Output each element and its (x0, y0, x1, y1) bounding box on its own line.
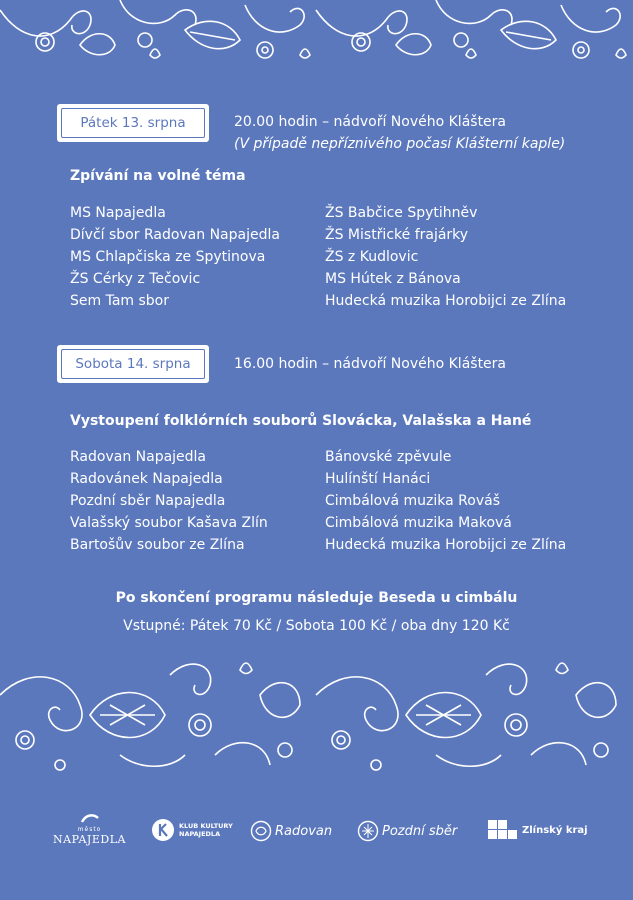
napajedla-logo (52, 812, 127, 846)
radovan-emblem-icon (250, 820, 272, 842)
saturday-right-list (325, 446, 566, 556)
klub-kultury-logo (151, 818, 233, 842)
friday-date-label: Pátek 13. srpna (80, 115, 186, 131)
saturday-date-badge (57, 345, 209, 383)
list-item: Cimbálová muzika Maková (325, 515, 512, 531)
top-floral-ornament (0, 0, 633, 70)
list-item: MS Napajedla (70, 205, 166, 221)
radovan-logo (250, 820, 332, 842)
list-item: ŽS Mistřické frajárky (325, 227, 469, 243)
saturday-date-label: Sobota 14. srpna (75, 356, 191, 372)
klub-line-1: KLUB KULTURY (179, 822, 233, 830)
list-item: Sem Tam sbor (70, 293, 169, 309)
friday-weather-note: (V případě nepříznivého počasí Klášterní kaple) (234, 136, 566, 152)
sponsor-logos (0, 812, 633, 862)
friday-time-place: 20.00 hodin – nádvoří Nového Kláštera (234, 114, 507, 130)
list-item: Radovánek Napajedla (70, 471, 223, 487)
klub-kultury-k-icon (151, 818, 175, 842)
saturday-heading: Vystoupení folklórních souborů Slovácka, Valašska a Hané (70, 413, 532, 429)
ticket-prices: Vstupné: Pátek 70 Kč / Sobota 100 Kč / oba dny 120 Kč (123, 618, 510, 634)
list-item: Dívčí sbor Radovan Napajedla (70, 227, 280, 243)
saturday-left-list (70, 446, 268, 556)
list-item: ŽS Babčice Spytihněv (325, 205, 478, 221)
zlinsky-kraj-squares-icon (488, 820, 518, 840)
klub-line-2: NAPAJEDLA (179, 830, 221, 838)
pozdni-sber-text: Pozdní sběr (382, 823, 458, 839)
list-item: Pozdní sběr Napajedla (70, 493, 226, 509)
zlinsky-kraj-logo (488, 820, 588, 840)
friday-heading: Zpívání na volné téma (70, 168, 246, 184)
list-item: MS Chlapčiska ze Spytinova (70, 249, 266, 265)
list-item: Bartošův soubor ze Zlína (70, 537, 245, 553)
friday-date-badge (57, 104, 209, 142)
napajedla-emblem-icon (80, 812, 100, 826)
list-item: Cimbálová muzika Rováš (325, 493, 500, 509)
bottom-floral-ornament (0, 655, 633, 775)
napajedla-small-text: město (77, 826, 102, 833)
napajedla-text: NAPAJEDLA (53, 833, 126, 846)
list-item: Radovan Napajedla (70, 449, 207, 465)
pozdni-sber-logo (357, 820, 457, 842)
list-item: ŽS Cérky z Tečovic (70, 271, 201, 287)
list-item: Bánovské zpěvule (325, 449, 452, 465)
friday-right-list (325, 202, 566, 312)
beseda-announcement: Po skončení programu následuje Beseda u cimbálu (115, 590, 518, 606)
list-item: Hulínští Hanáci (325, 471, 431, 487)
saturday-time-place: 16.00 hodin – nádvoří Nového Kláštera (234, 356, 507, 372)
friday-left-list (70, 202, 280, 312)
list-item: MS Hútek z Bánova (325, 271, 461, 287)
radovan-text: Radovan (275, 823, 333, 839)
list-item: Hudecká muzika Horobijci ze Zlína (325, 293, 567, 309)
pozdni-sber-emblem-icon (357, 820, 379, 842)
list-item: ŽS z Kudlovic (325, 249, 419, 265)
list-item: Hudecká muzika Horobijci ze Zlína (325, 537, 567, 553)
list-item: Valašský soubor Kašava Zlín (70, 515, 268, 531)
zlinsky-kraj-text: Zlínský kraj (522, 824, 588, 836)
